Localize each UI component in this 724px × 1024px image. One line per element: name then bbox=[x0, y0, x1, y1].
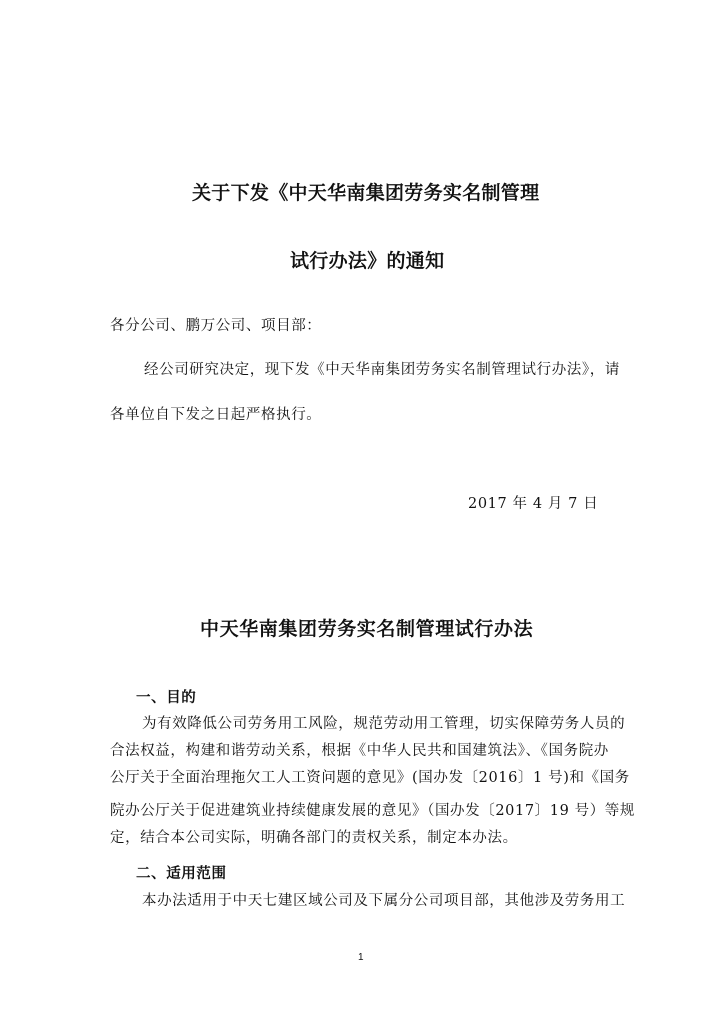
section-heading-purpose: 一、目的 bbox=[136, 690, 197, 706]
notice-title-line-1: 关于下发《中天华南集团劳务实名制管理 bbox=[192, 182, 540, 204]
notice-date: 2017 年 4 月 7 日 bbox=[468, 496, 599, 512]
document-title: 中天华南集团劳务实名制管理试行办法 bbox=[200, 618, 534, 640]
notice-title-line-2: 试行办法》的通知 bbox=[290, 250, 445, 272]
section-purpose-line: 公厅关于全面治理拖欠工人工资问题的意见》(国办发〔2016〕1 号)和《国务 bbox=[110, 770, 630, 786]
notice-body-line-1: 经公司研究决定，现下发《中天华南集团劳务实名制管理试行办法》，请 bbox=[144, 362, 620, 378]
notice-salutation: 各分公司、鹏万公司、项目部： bbox=[110, 318, 322, 334]
section-scope-line: 本办法适用于中天七建区域公司及下属分公司项目部，其他涉及劳务用工 bbox=[142, 893, 626, 909]
section-purpose-line: 定，结合本公司实际，明确各部门的责权关系，制定本办法。 bbox=[110, 830, 518, 846]
notice-body-line-2: 各单位自下发之日起严格执行。 bbox=[110, 407, 322, 423]
section-purpose-line: 合法权益，构建和谐劳动关系，根据《中华人民共和国建筑法》、《国务院办 bbox=[110, 743, 609, 759]
section-purpose-line: 为有效降低公司劳务用工风险，规范劳动用工管理，切实保障劳务人员的 bbox=[142, 716, 626, 732]
page-number: 1 bbox=[358, 952, 364, 963]
section-heading-scope: 二、适用范围 bbox=[136, 866, 227, 882]
section-purpose-line: 院办公厅关于促进建筑业持续健康发展的意见》（国办发〔2017〕19 号）等规 bbox=[110, 803, 636, 819]
